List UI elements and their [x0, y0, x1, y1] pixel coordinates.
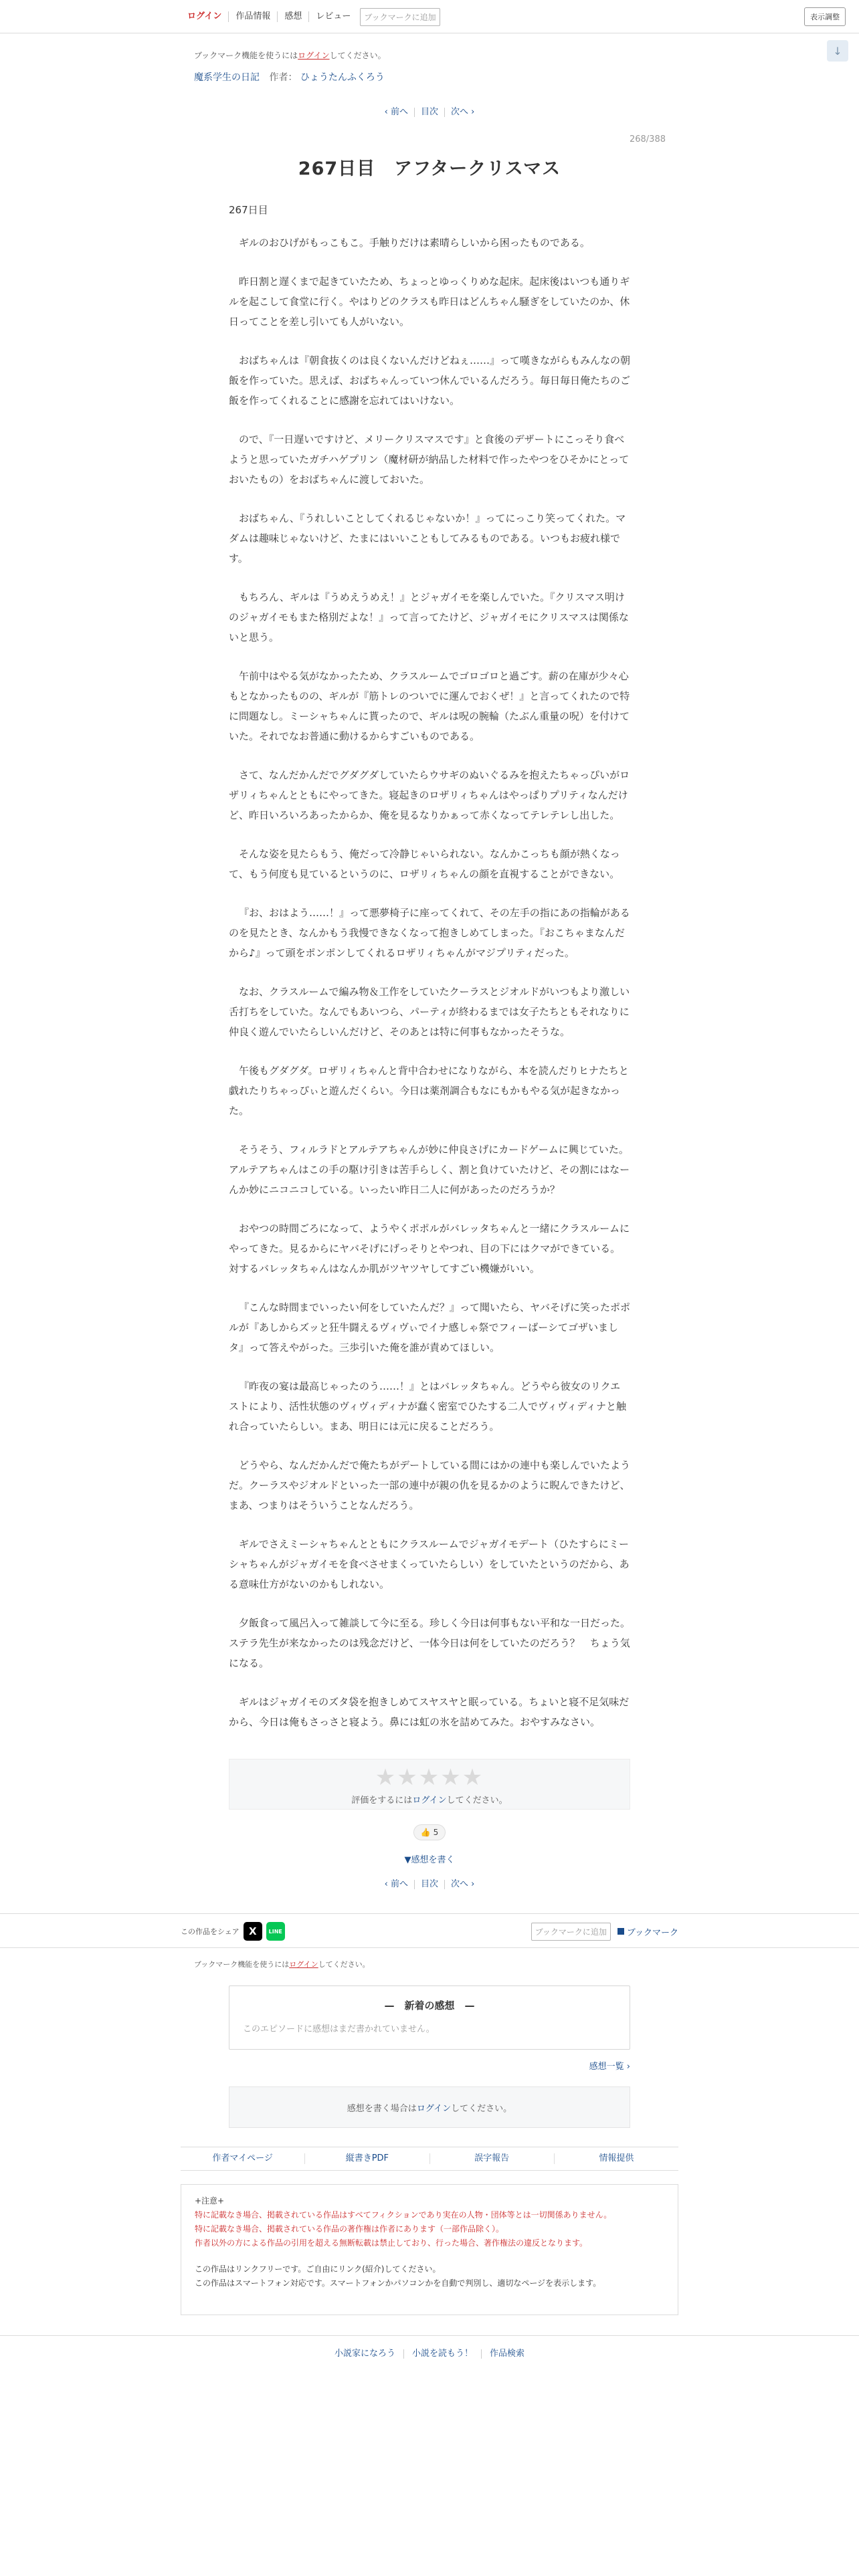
body-paragraph: ギルでさえミーシャちゃんとともにクラスルームでジャガイモデート（ひたすらにミーシャちゃんがジャガイモを食べさせまくっていたらしい）をしていたというのだから、ある意味仕方がないのかもしれない。 [229, 1538, 630, 1590]
links-bar [181, 2147, 678, 2171]
body-paragraph: 『昨夜の宴は最高じゃったのう……！』とはバレッタちゃん。どうやら彼女のリクエストにより、活性状態のヴィヴィディナが蠢く密室でひたする二人でヴィヴィディナと触れ合っていたらしい。まあ、明日には元に戻ることだろう。 [229, 1380, 627, 1432]
pager-top [0, 108, 859, 117]
write-impression-box [229, 2086, 630, 2128]
write-impression-wrap [0, 1852, 859, 1865]
prev-link[interactable]: ‹ 前へ [379, 108, 415, 117]
author-mypage-link[interactable]: 作者マイページ [181, 2153, 305, 2164]
rating-box [229, 1759, 630, 1810]
episode-content [229, 154, 630, 1732]
notice-suffix: してください。 [329, 51, 386, 60]
bookmark-label: ブックマーク [626, 1927, 678, 1938]
like-button[interactable] [413, 1824, 446, 1840]
body-paragraph: 昨日割と遅くまで起きていたため、ちょっとゆっくりめな起床。起床後はいつも通りギルを起こして食堂に行く。やはりどのクラスも昨日はどんちゃん騒ぎをしていたのか、休日ってことを差し引いても人がいない。 [229, 276, 630, 328]
body-paragraph: ギルのおひげがもっこもこ。手触りだけは素晴らしいから困ったものである。 [239, 237, 590, 249]
body-paragraph: もちろん、ギルは『うめえうめえ！』とジャガイモを楽しんでいた。『クリスマス明けのジャガイモもまた格別だよな！』って言ってたけど、ジャガイモにクリスマスは関係ないと思う。 [229, 591, 629, 643]
episode-title: 267日目 アフタークリスマス [298, 158, 561, 179]
footer-link-narou[interactable]: 小説家になろう [326, 2349, 404, 2359]
impressions-list-link[interactable]: 感想一覧 › [589, 2062, 630, 2072]
episode-body [229, 233, 630, 1732]
scroll-down-icon[interactable]: ↓ [827, 40, 848, 62]
rating-suffix: してください。 [446, 1796, 508, 1806]
write-impression-link[interactable]: ▼感想を書く [404, 1855, 455, 1865]
star-rating-icon[interactable]: ★★★★★ [375, 1764, 484, 1791]
write-box-suffix: してください。 [451, 2103, 512, 2114]
display-settings-button[interactable]: 表示調整 [804, 7, 846, 26]
rating-login-link[interactable]: ログイン [412, 1796, 447, 1806]
body-paragraph: 午前中はやる気がなかったため、クラスルームでゴロゴロと過ごす。薪の在庫が少々心もとなかったものの、ギルが『筋トレのついでに運んでおくぜ！』と言ってくれたので特に問題なし。ミーシャちゃんに貰ったので、ギルは呪の腕輪（たぶん重量の呪）を付けていた。それでなお普通に動けるからすごいものである。 [229, 670, 630, 742]
notice-wrap [181, 1948, 678, 1969]
like-wrap [0, 1824, 859, 1840]
episode-subtitle: 267日目 [229, 204, 268, 216]
notice-suffix: してください。 [318, 1960, 370, 1969]
tab-impressions[interactable]: 感想 [278, 11, 309, 22]
episode-counter: 268/388 [629, 134, 666, 144]
x-share-icon[interactable]: X [244, 1922, 262, 1941]
body-paragraph: 午後もグダグダ。ロザリィちゃんと背中合わせになりながら、本を読んだりヒナたちと戯れたりちゃっぴぃと遊んだくらい。今日は薬剤調合もなにもかもやる気が起きなかった。 [229, 1065, 629, 1117]
footer-links [0, 2349, 859, 2359]
caution-box [181, 2184, 678, 2315]
rating-prefix: 評価をするには [351, 1796, 413, 1806]
info-provide-link[interactable]: 情報提供 [599, 2153, 634, 2163]
tab-login[interactable]: ログイン [181, 11, 229, 22]
bookmark-notice-2 [181, 1948, 678, 1969]
top-nav [0, 0, 859, 33]
caution-red-line: 作者以外の方による作品の引用を超える無断転載は禁止しており、行った場合、著作権法の違反となります。 [195, 2238, 588, 2248]
caution-red-line: 特に記載なき場合、掲載されている作品の著作権は作者にあります（一部作品除く）。 [195, 2224, 504, 2234]
main-wrap [181, 33, 678, 84]
body-paragraph: さて、なんだかんだでグダグダしていたらウサギのぬいぐるみを抱えたちゃっぴいがロザリィちゃんとともにやってきた。寝起きのロザリィちゃんはやっぱりプリティなんだけど、昨日いろいろあったからか、俺を見るなりかぁって赤くなってテレテレし出した。 [229, 769, 630, 821]
bookmark-add-button[interactable]: ブックマークに追加 [360, 8, 440, 26]
share-bar [0, 1913, 859, 1948]
next-link[interactable]: 次へ › [451, 107, 475, 117]
author-link[interactable]: ひょうたんふくろう [300, 72, 385, 83]
footer-link-yomou[interactable]: 小説を読もう！ [404, 2349, 482, 2359]
body-paragraph: 『お、おはよう……！』って悪夢椅子に座ってくれて、その左手の指にあの指輪があるのを見たとき、なんかもう我慢できなくなって抱きしめてしまった。『おこちゃまなんだから♪』って頭をポンポンしてくれるロザリィちゃんがマジプリティだった。 [229, 907, 630, 959]
series-info [181, 61, 678, 84]
typo-report-link[interactable]: 誤字報告 [430, 2153, 555, 2164]
author-label: 作者： [269, 72, 298, 83]
line-share-icon[interactable]: LINE [266, 1922, 285, 1941]
tab-review[interactable]: レビュー [316, 11, 351, 21]
caution-red-line: 特に記載なき場合、掲載されている作品はすべてフィクションであり実在の人物・団体等とは一切関係ありません。 [195, 2210, 612, 2220]
body-paragraph: おやつの時間ごろになって、ようやくポポルがバレッタちゃんと一緒にクラスルームにやってきた。見るからにヤバそげにげっそりとやつれ、目の下にはクマができている。対するバレッタちゃんはなんか肌がツヤツヤしてすごい機嫌がいい。 [229, 1222, 630, 1275]
bookmark-icon [617, 1928, 624, 1935]
rating-note [229, 1793, 630, 1806]
impressions-list-wrap [229, 2059, 630, 2072]
body-paragraph: 『こんな時間までいったい何をしていたんだ？』って聞いたら、ヤバそげに笑ったポポルが『あしからズッと狂牛闘えるヴィヴぃでイナ感しゃ祭でフィーばーシてゴザいましタ』って答えやがった。三歩引いた俺を誰が責めてほしい。 [229, 1301, 631, 1354]
body-paragraph: どうやら、なんだかんだで俺たちがデートしている間にはかの連中も楽しんでいたようだ。クーラスやジオルドといった一部の連中が親の仇を見るかのように睨んできたけど、まあ、つまりはそういうことなんだろう。 [229, 1459, 631, 1511]
write-box-prefix: 感想を書く場合は [347, 2103, 417, 2114]
vertical-pdf-link[interactable]: 縦書きPDF [305, 2153, 430, 2164]
caution-head: +注意+ [195, 2196, 225, 2206]
body-paragraph: おばちゃん、『うれしいことしてくれるじゃないか！』ってにっこり笑ってくれた。マダムは趣味じゃないけど、たまにはいいこともしてみるものである。いつもお疲れ様です。 [229, 512, 626, 564]
series-title-link[interactable]: 魔系学生の日記 [194, 72, 260, 83]
notice-prefix: ブックマーク機能を使うには [194, 1960, 290, 1969]
bookmark-add-button[interactable]: ブックマークに追加 [531, 1923, 611, 1941]
footer-link-search[interactable]: 作品検索 [490, 2349, 525, 2359]
write-box-login-link[interactable]: ログイン [416, 2103, 452, 2114]
share-right [529, 1923, 678, 1941]
thumbs-up-icon: 👍 [420, 1828, 431, 1837]
toc-link[interactable]: 目次 [415, 108, 445, 117]
footer-divider [0, 2335, 859, 2336]
like-count: 5 [433, 1828, 439, 1837]
bookmark-link[interactable] [617, 1925, 678, 1938]
body-paragraph: おばちゃんは『朝食抜くのは良くないんだけどねぇ……』って嘆きながらもみんなの朝飯を作っていた。思えば、おばちゃんっていつ休んでいるんだろう。毎日毎日俺たちのご飯を作ってくれることに感謝を忘れてはいけない。 [229, 354, 631, 407]
caution-line: この作品はスマートフォン対応です。スマートフォンかパソコンかを自動で判別し、適切なページを表示します。 [195, 2278, 601, 2288]
next-link[interactable]: 次へ › [451, 1879, 475, 1889]
toc-link[interactable]: 目次 [415, 1880, 445, 1889]
body-paragraph: そうそう、フィルラドとアルテアちゃんが妙に仲良さげにカードゲームに興じていた。アルテアちゃんはこの手の駆け引きは苦手らしく、割と負けていたけど、その割にはなーんか妙にニコニコしている。いったい昨日二人に何があったのだろうか？ [229, 1144, 630, 1196]
notice-login-link[interactable]: ログイン [298, 51, 330, 60]
body-paragraph: ので、『一日遅いですけど、メリークリスマスです』と食後のデザートにこっそり食べようと思っていたガチハゲプリン（魔材研が納品した材料で作ったやつをひそかにとっておいたもの）をおばちゃんに渡しておいた。 [229, 433, 630, 486]
body-paragraph: ギルはジャガイモのズタ袋を抱きしめてスヤスヤと眠っている。ちょいと寝不足気味だから、今日は俺もさっさと寝よう。鼻には虹の氷を詰めてみた。おやすみなさい。 [229, 1696, 630, 1728]
impressions-empty: このエピソードに感想はまだ書かれていません。 [243, 2024, 435, 2034]
bookmark-notice [181, 33, 678, 61]
body-paragraph: なお、クラスルームで編み物＆工作をしていたクーラスとジオルドがいつもより激しい舌打ちをしていた。なんでもあいつら、パーティが終わるまでは女子たちともそれなりに仲良く遊んでいたらしいんだけど、そのあとは特に何事もなかったそうな。 [229, 986, 630, 1038]
tab-work-info[interactable]: 作品情報 [229, 11, 278, 22]
new-impressions-box [229, 1985, 630, 2050]
pager-bottom [0, 1880, 859, 1889]
notice-prefix: ブックマーク機能を使うには [194, 51, 298, 60]
notice-login-link[interactable]: ログイン [289, 1960, 318, 1969]
prev-link[interactable]: ‹ 前へ [379, 1880, 415, 1889]
caution-line: この作品はリンクフリーです。ご自由にリンク(紹介)してください。 [195, 2264, 441, 2274]
share-label: この作品をシェア [181, 1927, 240, 1936]
body-paragraph: そんな姿を見たらもう、俺だって冷静じゃいられない。なんかこっちも顔が熱くなって、もう何度も見ているというのに、ロザリィちゃんの顔を直視することができない。 [229, 848, 620, 880]
nav-tabs [181, 8, 440, 26]
body-paragraph: 夕飯食って風呂入って雑談して今に至る。珍しく今日は何事もない平和な一日だった。ステラ先生が来なかったのは残念だけど、一体今日は何をしていたのだろう？ ちょう気になる。 [229, 1617, 631, 1669]
impressions-title: — 新着の感想 — [384, 2000, 475, 2012]
